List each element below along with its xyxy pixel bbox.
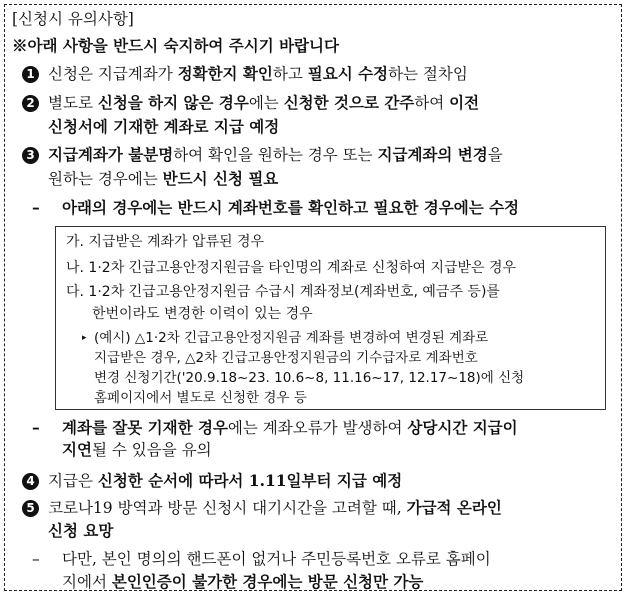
example-line-4: 홈페이지에서 별도로 신청한 경우 등 (94, 390, 307, 406)
emphasis-text: 신청한 순서에 따라서 1.11일부터 지급 예정 (97, 471, 403, 490)
body-text: 다만, 본인 명의의 핸드폰이 없거나 주민등록번호 오류로 홈페이 (62, 550, 491, 568)
body-text: 에는 (248, 94, 284, 112)
body-text: 하고 (272, 65, 308, 83)
emphasis-text: 반드시 신청 필요 (162, 169, 279, 188)
case-da-line-2: 한번이라도 변경한 이력이 있는 경우 (92, 306, 313, 322)
triangle-bullet-icon: ▸ (82, 333, 87, 343)
item-3-line-2 (48, 169, 278, 189)
dash-bullet-2: – (32, 418, 40, 437)
notice-heading: ※아래 사항을 반드시 숙지하여 주시기 바랍니다 (12, 36, 339, 55)
case-da-line-1: 다. 1·2차 긴급고용안정지원금 수급시 계좌정보(계좌번호, 예금주 등)를 (66, 284, 500, 300)
dash-3-line-2 (62, 572, 423, 592)
body-text: 지에서 (62, 573, 112, 591)
section-title: [신청시 유의사항] (12, 10, 134, 28)
emphasis-text: 이전 (449, 93, 480, 112)
body-text: 원하는 경우에는 (48, 170, 163, 188)
emphasis-text: 본인인증이 불가한 경우에는 방문 신청만 가능 (111, 572, 424, 591)
emphasis-text: 가급적 온라인 (406, 498, 502, 517)
number-badge-5: 5 (22, 500, 39, 517)
dash-3-line-1 (62, 549, 491, 569)
body-text: 을 (487, 146, 503, 164)
body-text: 하는 절차임 (388, 65, 468, 83)
emphasis-text: 신청 요망 (48, 521, 114, 540)
item-2-line-2 (48, 117, 279, 137)
case-ga: 가. 지급받은 계좌가 압류된 경우 (66, 234, 265, 250)
number-badge-3: 3 (22, 147, 39, 164)
example-line-1: (예시) △1·2차 긴급고용안정지원금 계좌를 변경하여 변경된 계좌로 (94, 330, 489, 346)
number-badge-2: 2 (22, 95, 39, 112)
dash-2-line-2 (62, 440, 212, 460)
dash-bullet-1: – (32, 198, 40, 217)
dash-2-line-1 (62, 418, 518, 438)
emphasis-text: 지급계좌의 변경 (377, 145, 488, 164)
body-text: 신청은 지급계좌가 (48, 65, 178, 83)
body-text: 지급은 (48, 472, 98, 490)
item-5-line-2 (48, 521, 113, 541)
body-text: 하여 (414, 94, 450, 112)
dash-bullet-3: – (32, 550, 40, 568)
body-text: 에는 계좌오류가 발생하여 (227, 419, 408, 437)
emphasis-text: 정확한지 확인 (177, 64, 273, 83)
body-text: 코로나19 방역과 방문 신청시 대기시간을 고려할 때, (48, 499, 407, 517)
emphasis-text: 필요시 수정 (307, 64, 389, 83)
emphasis-text: 계좌를 잘못 기재한 경우 (62, 418, 228, 437)
item-4-line-1 (48, 471, 402, 491)
emphasis-text: 신청서에 기재한 계좌로 지급 예정 (48, 117, 280, 136)
dash-1-text: 아래의 경우에는 반드시 계좌번호를 확인하고 필요한 경우에는 수정 (62, 198, 520, 217)
body-text: 하여 확인을 원하는 경우 또는 (173, 146, 378, 164)
emphasis-text: 지연 (62, 440, 92, 459)
item-1-line-1 (48, 64, 468, 84)
emphasis-text: 상당시간 지급이 (407, 418, 518, 437)
emphasis-text: 신청한 것으로 간주 (283, 93, 415, 112)
example-line-2: 지급받은 경우, △2차 긴급고용안정지원금의 기수급자로 계좌번호 (94, 350, 478, 366)
case-na: 나. 1·2차 긴급고용안정지원금을 타인명의 계좌로 신청하여 지급받은 경우 (66, 260, 517, 276)
number-badge-4: 4 (22, 473, 39, 490)
example-line-3: 변경 신청기간('20.9.18~23. 10.6~8, 11.16~17, 12.17~18)에 신청 (94, 370, 525, 386)
body-text: 될 수 있음을 유의 (91, 441, 212, 459)
item-3-line-1 (48, 145, 503, 165)
item-5-line-1 (48, 498, 502, 518)
body-text: 별도로 (48, 94, 98, 112)
emphasis-text: 신청을 하지 않은 경우 (97, 93, 249, 112)
number-badge-1: 1 (22, 66, 39, 83)
item-2-line-1 (48, 93, 479, 113)
emphasis-text: 지급계좌가 불분명 (48, 145, 174, 164)
